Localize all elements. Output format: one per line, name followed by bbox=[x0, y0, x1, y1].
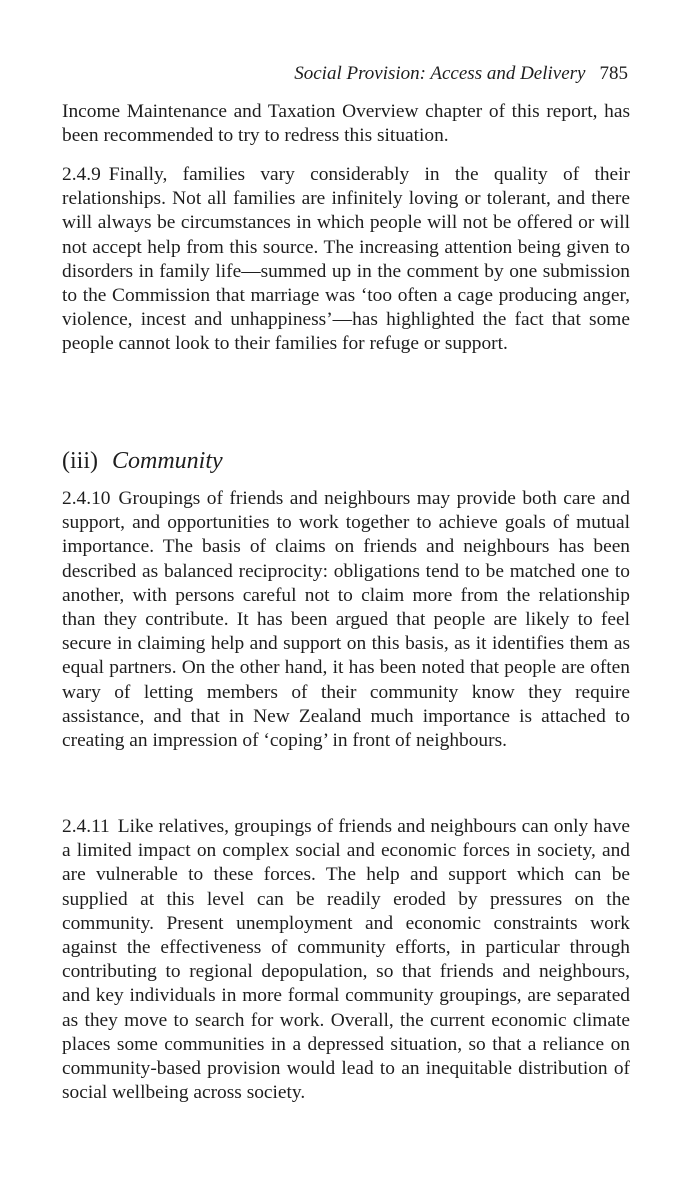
paragraph-text: Groupings of friends and neighbours may provide both care and support, and opportunities to work together to achieve goals of mutual importance. The basis of claims on friends and neighbours has been described as balanced reciprocity: obligations tend to be matched one to another, with persons careful not to claim more from the relationship than they contribute. It has been argued that people are likely to feel secure in claiming help and support on this basis, as it identifies them as equal partners. On the other hand, it has been noted that people are often wary of letting members of their community know they require assistance, and that in New Zealand much importance is attached to creating an impression of ‘coping’ in front of neighbours. bbox=[62, 488, 630, 752]
section-heading bbox=[62, 446, 223, 476]
page-number: 785 bbox=[599, 63, 628, 84]
paragraph-number: 2.4.11 bbox=[62, 816, 110, 837]
section-title: Community bbox=[112, 448, 223, 474]
section-number: (iii) bbox=[62, 448, 98, 474]
paragraph-2-4-9 bbox=[62, 163, 630, 357]
running-title: Social Provision: Access and Delivery bbox=[294, 63, 586, 84]
paragraph-text: Like relatives, groupings of friends and neighbours can only have a limited impact on complex social and economic forces in society, and are vulnerable to these forces. The help and support which can be supplied at this level can be readily eroded by pressures on the community. Present unemployment and economic constraints work against the effectiveness of community efforts, in particular through contributing to regional depopulation, so that friends and neighbours, and key individuals in more formal community groupings, are separated as they move to search for work. Overall, the current economic climate places some communities in a depressed situation, so that a reliance on community-based provision would lead to an inequitable distribution of social wellbeing across society. bbox=[62, 816, 630, 1104]
paragraph-text: Finally, families vary considerably in the quality of their relationships. Not all families are infinitely loving or tolerant, and there will always be circumstances in which people will not be offered or will not accept help from this source. The increasing attention being given to disorders in family life—summed up in the comment by one submission to the Commission that marriage was ‘too often a cage producing anger, violence, incest and unhappiness’—has highlighted the fact that some people cannot look to their families for refuge or support. bbox=[62, 164, 630, 355]
paragraph-2-4-11 bbox=[62, 815, 630, 1105]
paragraph-number: 2.4.9 bbox=[62, 164, 101, 185]
paragraph-continuation bbox=[62, 100, 630, 148]
running-head bbox=[294, 62, 628, 86]
paragraph-2-4-10 bbox=[62, 487, 630, 753]
paragraph-number: 2.4.10 bbox=[62, 488, 111, 509]
paragraph-text: Income Maintenance and Taxation Overview chapter of this report, has been recommended to try to redress this situation. bbox=[62, 101, 630, 147]
